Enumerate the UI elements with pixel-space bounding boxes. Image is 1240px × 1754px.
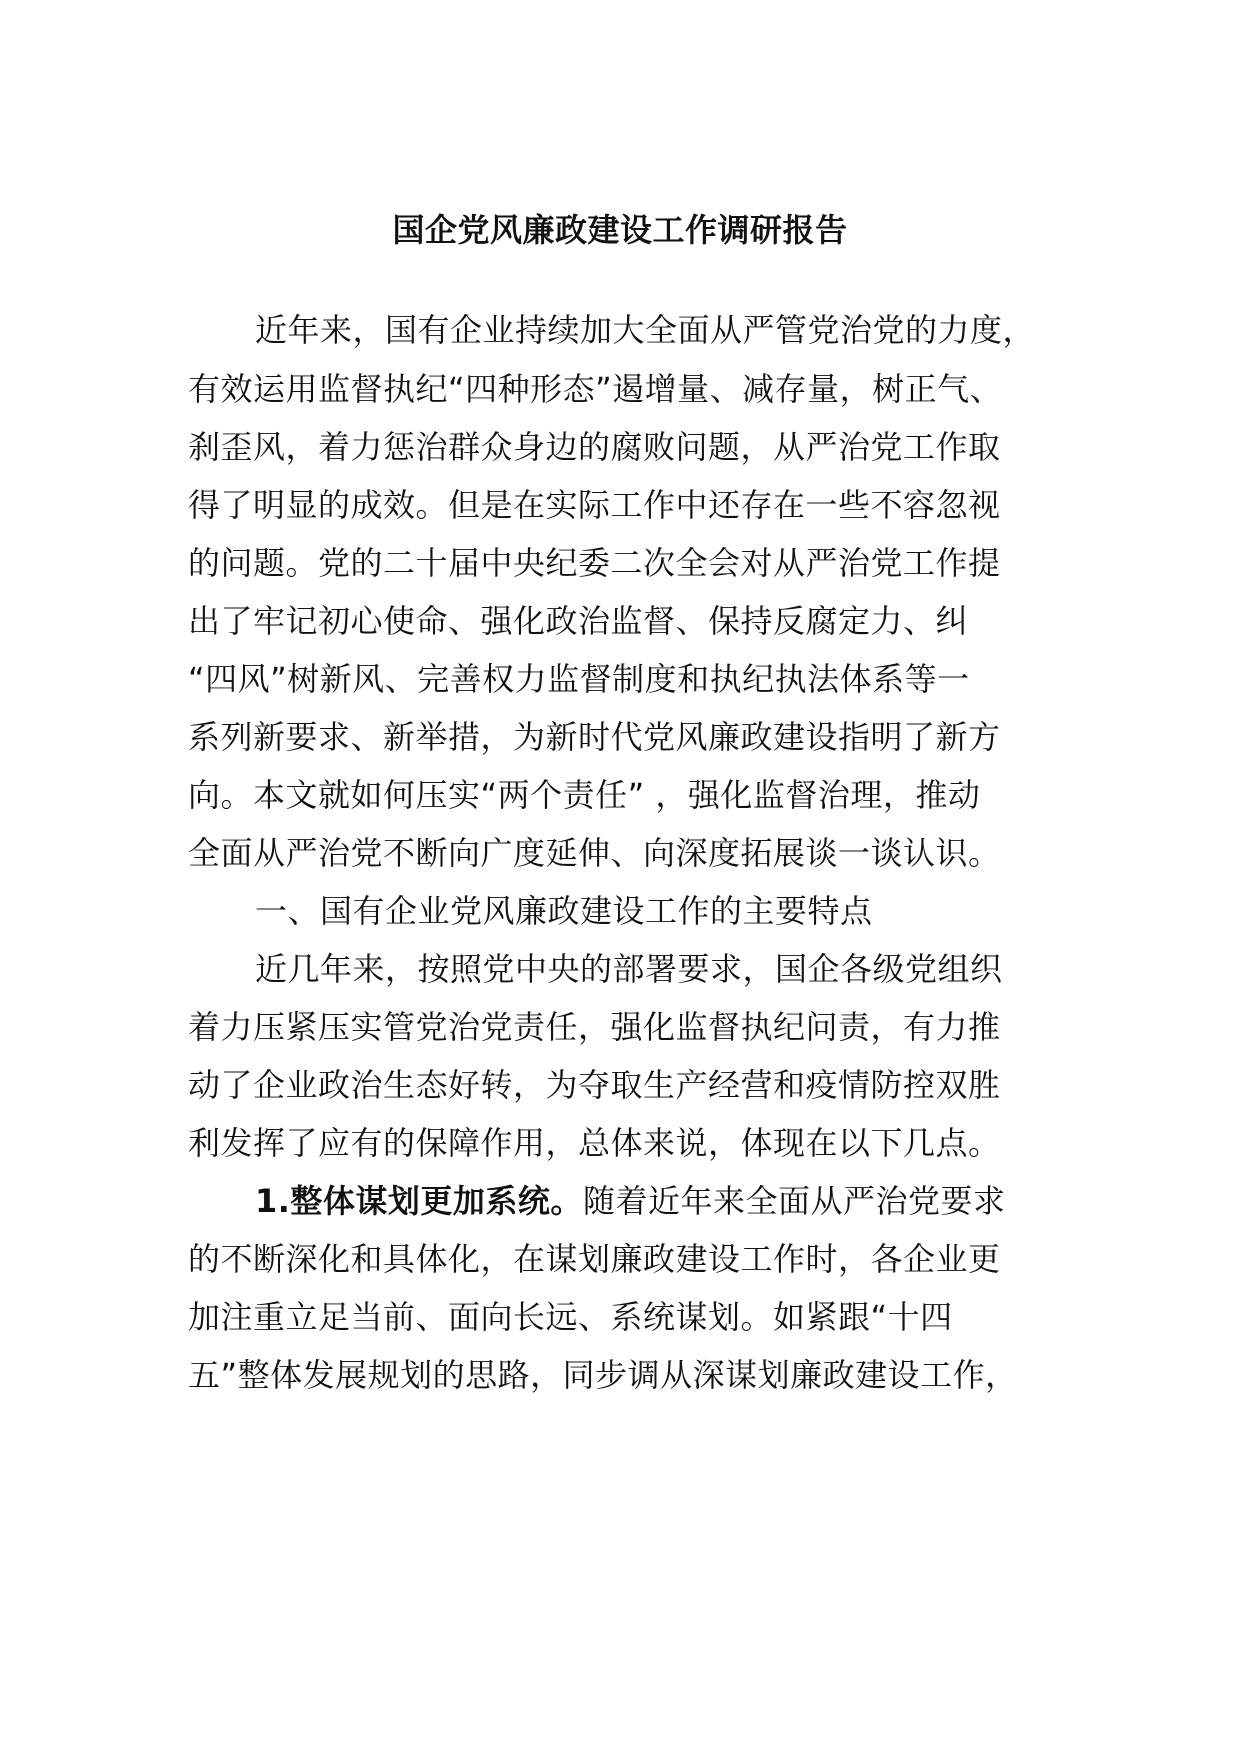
point-heading: 1.整体谋划更加系统。: [255, 1182, 583, 1220]
paragraph-line: “四风”树新风、完善权力监督制度和执纪执法体系等一: [188, 660, 970, 698]
paragraph-line: 出了牢记初心使命、强化政治监督、保持反腐定力、纠: [188, 602, 969, 640]
section-heading: 一、国有企业党风廉政建设工作的主要特点: [255, 892, 873, 930]
paragraph-line: 近几年来，按照党中央的部署要求，国企各级党组织: [255, 950, 1003, 988]
paragraph-line: 动了企业政治生态好转，为夺取生产经营和疫情防控双胜: [188, 1066, 1001, 1104]
paragraph-line: 五”整体发展规划的思路，同步调从深谋划廉政建设工作，: [188, 1356, 1018, 1394]
paragraph-line: 向。本文就如何压实“两个责任” ，强化监督治理，推动: [188, 776, 981, 814]
paragraph-line: 近年来，国有企业持续加大全面从严管党治党的力度，: [255, 311, 1036, 349]
paragraph-line: 全面从严治党不断向广度延伸、向深度拓展谈一谈认识。: [188, 834, 1001, 872]
paragraph-line: 加注重立足当前、面向长远、系统谋划。如紧跟“十四: [188, 1298, 953, 1336]
paragraph-line: 利发挥了应有的保障作用，总体来说，体现在以下几点。: [188, 1124, 1001, 1162]
paragraph-line: 着力压紧压实管党治党责任，强化监督执纪问责，有力推: [188, 1008, 1001, 1046]
paragraph-line: 的问题。党的二十届中央纪委二次全会对从严治党工作提: [188, 544, 1001, 582]
paragraph-line: 刹歪风，着力惩治群众身边的腐败问题，从严治党工作取: [188, 428, 1001, 466]
paragraph-line: 有效运用监督执纪“四种形态”遏增量、减存量，树正气、: [188, 370, 1003, 408]
point-text: 随着近年来全面从严治党要求: [582, 1182, 1006, 1220]
paragraph-line: 得了明显的成效。但是在实际工作中还存在一些不容忽视: [188, 486, 1001, 524]
document-title: 国企党风廉政建设工作调研报告: [392, 211, 848, 249]
paragraph-line: 系列新要求、新举措，为新时代党风廉政建设指明了新方: [188, 718, 1001, 756]
point-line: [255, 1176, 1005, 1226]
paragraph-line: 的不断深化和具体化，在谋划廉政建设工作时，各企业更: [188, 1240, 1001, 1278]
